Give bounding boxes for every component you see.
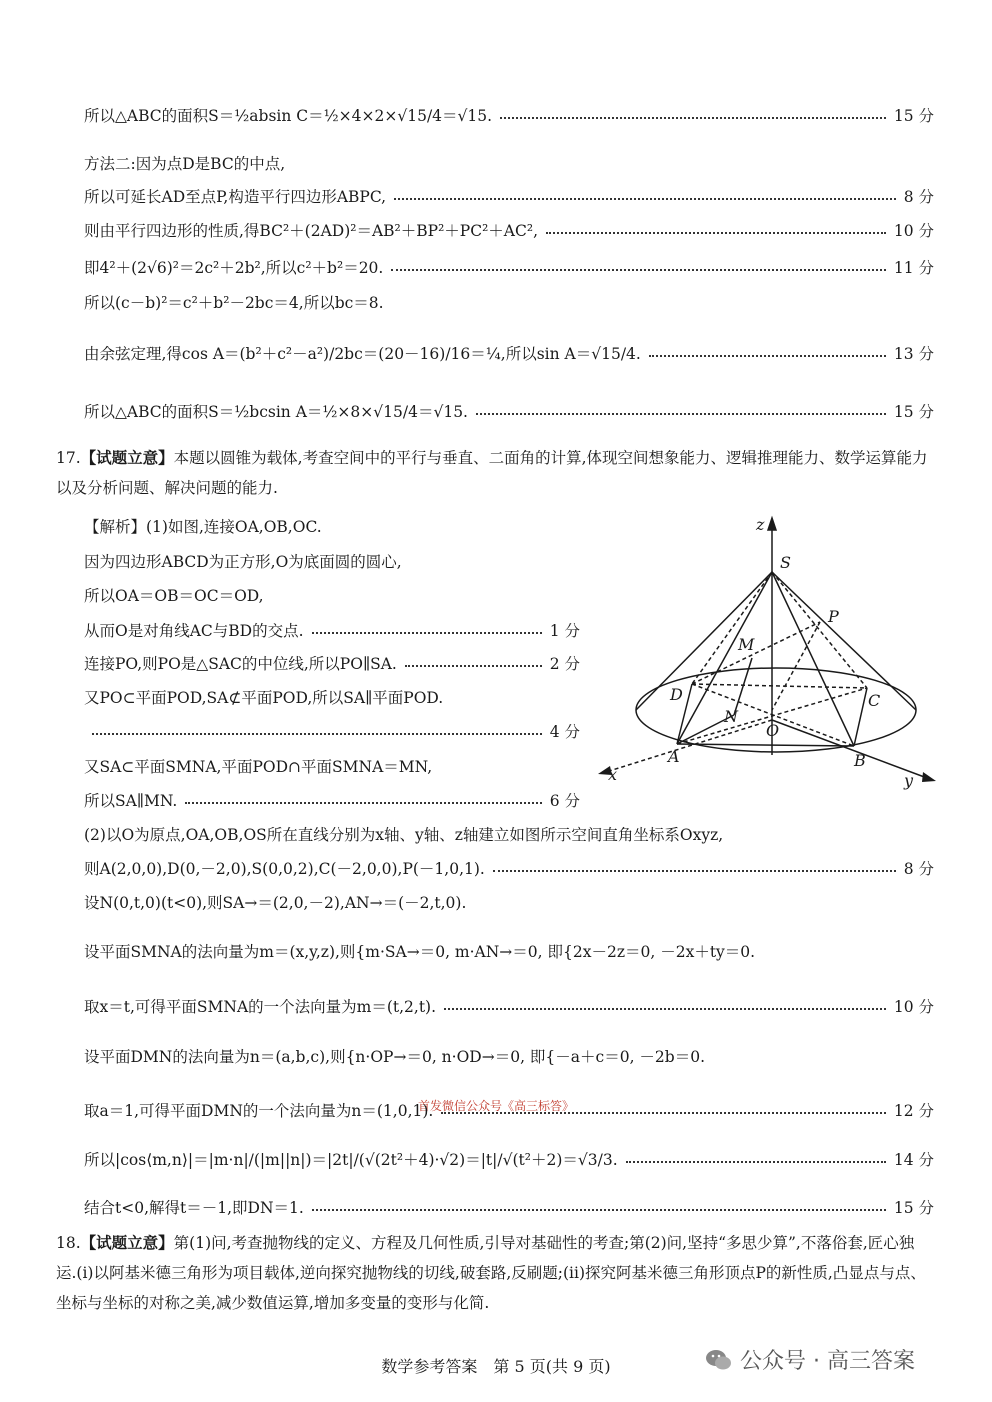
label-C: C: [868, 691, 881, 710]
score: 13 分: [893, 345, 934, 363]
solution-line: 设N(0,t,0)(t<0),则SA→＝(2,0,－2),AN→＝(－2,t,0).: [84, 894, 467, 912]
analysis-line: 又PO⊂平面POD,SA⊄平面POD,所以SA∥平面POD.: [84, 689, 444, 707]
score: 11 分: [893, 259, 934, 277]
label-x: x: [608, 765, 618, 784]
score: 15 分: [893, 403, 934, 421]
solution-line: 设平面SMNA的法向量为m＝(x,y,z),则{m·SA→＝0, m·AN→＝0, 即{2x－2z＝0, －2x＋ty＝0.: [84, 943, 756, 961]
label-D: D: [670, 685, 683, 704]
solution-line: 所以△ABC的面积S＝½bcsin A＝½×8×√15/4＝√15. 15 分: [84, 400, 934, 422]
score: 8 分: [903, 188, 934, 206]
score: 6 分: [549, 792, 580, 810]
x-axis: [606, 720, 772, 772]
score: 8 分: [903, 860, 934, 878]
wechat-icon: [704, 1345, 734, 1375]
analysis-line: 所以OA＝OB＝OC＝OD,: [84, 587, 264, 605]
label-S: S: [780, 553, 791, 572]
label-M: M: [738, 635, 755, 654]
score: 2 分: [549, 655, 580, 673]
solution-line: 所以(c－b)²＝c²＋b²－2bc＝4,所以bc＝8.: [84, 294, 384, 312]
brand-watermark: [704, 1344, 915, 1375]
analysis-line: 【解析】(1)如图,连接OA,OB,OC.: [84, 518, 322, 536]
question-18-intro: 18.【试题立意】第(1)问,考查抛物线的定义、方程及几何性质,引导对基础性的考查;第(2)问,坚持“多思少算”,不落俗套,匠心独运.(i)以阿基米德三角形为项目载体,逆向探究抛物线的切线,破套路,反刷题;(ii)探究阿基米德三角形顶点P的新性质,凸显点与点、坐标与坐标的对称之美,减少数值运算,增加多变量的变形与化简.: [56, 1233, 926, 1312]
y-axis: [772, 720, 927, 778]
analysis-line: 从而O是对角线AC与BD的交点. 1 分: [84, 619, 580, 641]
label-P: P: [828, 607, 839, 626]
score: 10 分: [893, 998, 934, 1016]
cone-figure: [592, 510, 952, 790]
score: 15 分: [893, 107, 934, 125]
solution-line: 即4²＋(2√6)²＝2c²＋2b²,所以c²＋b²＝20. 11 分: [84, 256, 934, 278]
solution-line: 设平面DMN的法向量为n＝(a,b,c),则{n·OP→＝0, n·OD→＝0, 即{－a＋c＝0, －2b＝0.: [84, 1048, 705, 1066]
solution-line: 则由平行四边形的性质,得BC²＋(2AD)²＝AB²＋BP²＋PC²＋AC², 10 分: [84, 219, 934, 241]
solution-line: 结合t<0,解得t＝－1,即DN＝1. 15 分: [84, 1196, 934, 1218]
solution-line: 取x＝t,可得平面SMNA的一个法向量为m＝(t,2,t). 10 分: [84, 995, 934, 1017]
label-A: A: [668, 747, 680, 766]
label-z: z: [756, 515, 765, 534]
score: 4 分: [549, 723, 580, 741]
analysis-line: 连接PO,则PO是△SAC的中位线,所以PO∥SA. 2 分: [84, 652, 580, 674]
solution-line: 则A(2,0,0),D(0,－2,0),S(0,0,2),C(－2,0,0),P(－1,0,1). 8 分: [84, 857, 934, 879]
analysis-line: 所以SA∥MN. 6 分: [84, 789, 580, 811]
score: 10 分: [893, 222, 934, 240]
analysis-line: 因为四边形ABCD为正方形,O为底面圆的圆心,: [84, 553, 402, 571]
score: 1 分: [549, 622, 580, 640]
solution-line: 取a＝1,可得平面DMN的一个法向量为n＝(1,0,1). 12 分: [84, 1099, 934, 1121]
analysis-line: [84, 720, 580, 742]
score: 12 分: [893, 1102, 934, 1120]
brand-text: 公众号 · 高三答案: [740, 1349, 915, 1374]
question-17-intro: 17.【试题立意】本题以圆锥为载体,考查空间中的平行与垂直、二面角的计算,体现空间想象能力、逻辑推理能力、数学运算能力以及分析问题、解决问题的能力.: [56, 448, 928, 497]
solution-line: 所以△ABC的面积S＝½absin C＝½×4×2×√15/4＝√15. 15 分: [84, 104, 934, 126]
page-footer: 数学参考答案 第 5 页(共 9 页): [381, 1357, 611, 1376]
z-arrow: [768, 518, 776, 530]
solution-line: 由余弦定理,得cos A＝(b²＋c²－a²)/2bc＝(20－16)/16＝¼,所以sin A＝√15/4. 13 分: [84, 342, 934, 364]
slant-right: [772, 572, 916, 710]
solution-line: (2)以O为原点,OA,OB,OS所在直线分别为x轴、y轴、z轴建立如图所示空间直角坐标系Oxyz,: [84, 826, 724, 844]
solution-line: 所以|cos⟨m,n⟩|＝|m·n|/(|m||n|)＝|2t|/(√(2t²＋4)·√2)＝|t|/√(t²＋2)＝√3/3. 14 分: [84, 1148, 934, 1170]
solution-line: 方法二:因为点D是BC的中点,: [84, 155, 286, 173]
label-O: O: [766, 721, 780, 740]
label-B: B: [854, 751, 866, 770]
analysis-line: 又SA⊂平面SMNA,平面POD∩平面SMNA＝MN,: [84, 758, 433, 776]
watermark: 首发微信公众号《高三标答》: [417, 1099, 574, 1113]
score: 14 分: [893, 1151, 934, 1169]
solution-line: 所以可延长AD至点P,构造平行四边形ABPC, 8 分: [84, 185, 934, 207]
label-N: N: [724, 707, 738, 726]
score: 15 分: [893, 1199, 934, 1217]
label-y: y: [904, 771, 914, 790]
